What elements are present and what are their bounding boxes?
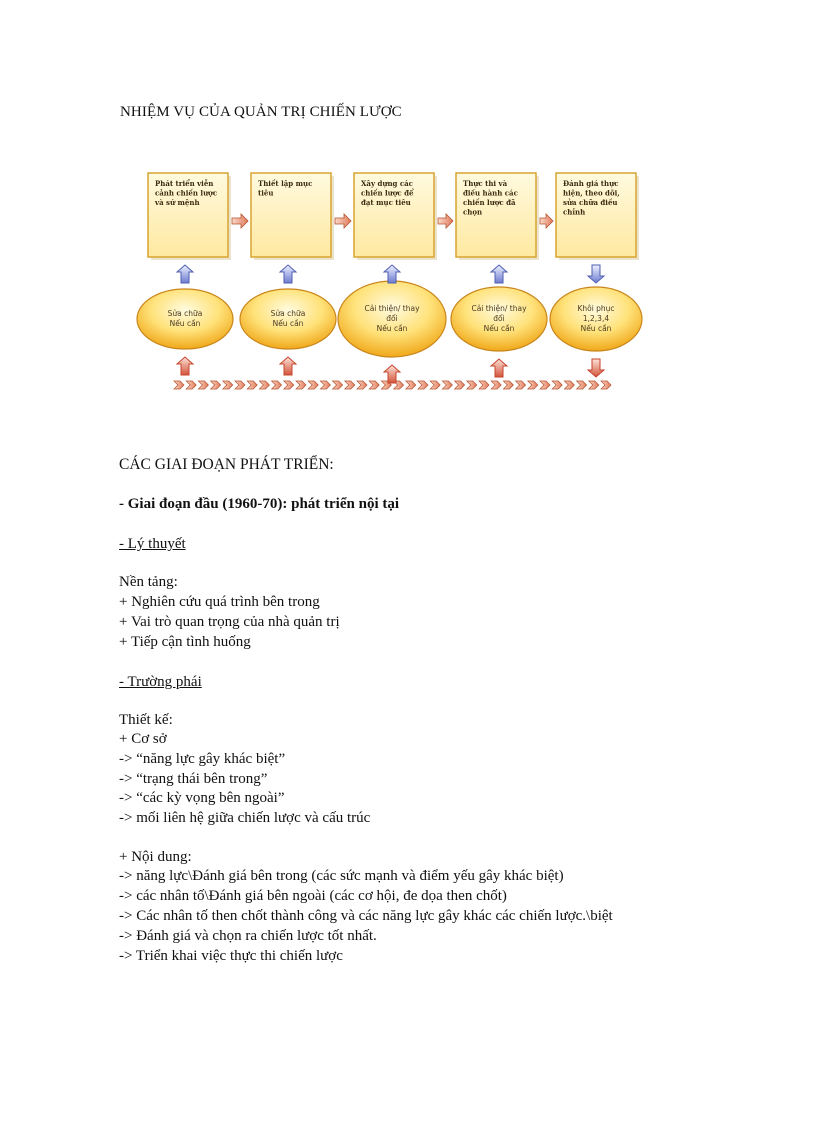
design-label: Thiết kế: xyxy=(119,712,173,728)
chevron-icon xyxy=(577,381,587,389)
diagram-oval-text: Khôi phục xyxy=(577,304,615,313)
design-item: -> “trạng thái bên trong” xyxy=(119,771,268,787)
up-arrow-icon xyxy=(280,357,296,375)
diagram-box-text: chiến lược để xyxy=(361,188,414,198)
design-item: -> “năng lực gây khác biệt” xyxy=(119,751,286,767)
chevron-icon xyxy=(467,381,477,389)
content-item: -> các nhân tố\Đánh giá bên ngoài (các cơ hội, đe dọa then chốt) xyxy=(119,888,507,904)
up-arrow-icon xyxy=(491,265,507,283)
chevron-icon xyxy=(369,381,379,389)
up-arrow-icon xyxy=(177,357,193,375)
up-arrow-icon xyxy=(491,359,507,377)
chevron-icon xyxy=(284,381,294,389)
chevron-icon xyxy=(406,381,416,389)
chevron-icon xyxy=(272,381,282,389)
diagram-box-text: Thực thi và xyxy=(463,179,508,188)
diagram-oval xyxy=(137,289,233,349)
diagram-box xyxy=(251,173,334,260)
chevron-icon xyxy=(296,381,306,389)
chevron-icon xyxy=(430,381,440,389)
diagram-box xyxy=(556,173,639,260)
diagram-box-text: Đánh giá thực xyxy=(563,179,619,188)
diagram-svg xyxy=(118,143,671,435)
diagram-oval xyxy=(550,287,642,351)
foundation-item: + Nghiên cứu quá trình bên trong xyxy=(119,594,320,610)
diagram-box-text: Phát triển viễn xyxy=(155,179,214,188)
chevron-icon xyxy=(455,381,465,389)
diagram-box xyxy=(456,173,539,260)
diagram-oval-text: Nếu cần xyxy=(272,319,304,328)
right-arrow-icon xyxy=(540,214,553,228)
chevron-icon xyxy=(540,381,550,389)
diagram-oval xyxy=(451,287,547,351)
chevron-icon xyxy=(223,381,233,389)
chevron-icon xyxy=(345,381,355,389)
design-item: + Cơ sở xyxy=(119,731,167,747)
diagram-oval-text: Sửa chữa xyxy=(270,309,306,318)
chevron-icon xyxy=(333,381,343,389)
diagram-box-text: Thiết lập mục xyxy=(258,179,313,188)
design-item: -> mối liên hệ giữa chiến lược và cấu trúc xyxy=(119,810,371,826)
page-title: NHIỆM VỤ CỦA QUẢN TRỊ CHIẾN LƯỢC xyxy=(120,104,402,120)
diagram-box-text: điều hành các xyxy=(463,188,518,198)
up-arrow-icon xyxy=(280,265,296,283)
content-item: -> Đánh giá và chọn ra chiến lược tốt nhất. xyxy=(119,928,377,944)
diagram-box xyxy=(354,173,437,260)
diagram-box-text: sửa chữa điều xyxy=(563,198,618,207)
content-label: + Nội dung: xyxy=(119,849,192,865)
diagram-box-text: tiêu xyxy=(258,188,274,198)
right-arrow-icon xyxy=(335,214,351,228)
chevron-icon xyxy=(235,381,245,389)
foundation-item: + Tiếp cận tình huống xyxy=(119,634,251,650)
down-arrow-icon xyxy=(588,265,604,283)
chevron-icon xyxy=(479,381,489,389)
chevron-icon xyxy=(247,381,257,389)
chevron-icon xyxy=(174,381,184,389)
diagram-oval-text: Nếu cần xyxy=(483,324,515,333)
diagram-oval-text: Nếu cần xyxy=(376,324,408,333)
chevron-icon xyxy=(186,381,196,389)
content-item: -> Các nhân tố then chốt thành công và các năng lực gây khác các chiến lược.\biệt xyxy=(119,908,613,924)
diagram-box xyxy=(148,173,231,260)
content-item: -> năng lực\Đánh giá bên trong (các sức mạnh và điểm yếu gây khác biệt) xyxy=(119,868,564,884)
chevron-icon xyxy=(491,381,501,389)
diagram-oval-text: đổi xyxy=(493,314,505,323)
diagram-box-text: Xây dựng các xyxy=(361,179,413,188)
up-arrow-icon xyxy=(384,365,400,383)
diagram-oval-text: Cải thiện/ thay xyxy=(471,304,527,313)
right-arrow-icon xyxy=(232,214,248,228)
right-arrow-icon xyxy=(438,214,453,228)
diagram-box-text: chỉnh xyxy=(563,207,586,217)
chevron-icon xyxy=(308,381,318,389)
chevron-icon xyxy=(564,381,574,389)
chevron-icon xyxy=(528,381,538,389)
chevron-icon xyxy=(516,381,526,389)
diagram-oval-text: Sửa chữa xyxy=(167,309,203,318)
theory-heading: - Lý thuyết xyxy=(119,536,186,552)
up-arrow-icon xyxy=(384,265,400,283)
chevron-icon xyxy=(442,381,452,389)
chevron-icon xyxy=(601,381,611,389)
diagram-box-text: đạt mục tiêu xyxy=(361,198,411,207)
foundation-label: Nền tảng: xyxy=(119,574,178,590)
design-item: -> “các kỳ vọng bên ngoài” xyxy=(119,790,285,806)
chevron-icon xyxy=(418,381,428,389)
section-heading: CÁC GIAI ĐOẠN PHÁT TRIỂN: xyxy=(119,456,334,473)
diagram-oval xyxy=(240,289,336,349)
chevron-icon xyxy=(357,381,367,389)
diagram-oval-text: 1,2,3,4 xyxy=(582,314,610,323)
strategic-management-diagram xyxy=(118,143,671,435)
chevron-icon xyxy=(503,381,513,389)
up-arrow-icon xyxy=(177,265,193,283)
diagram-oval-text: Nếu cần xyxy=(169,319,201,328)
foundation-item: + Vai trò quan trọng của nhà quản trị xyxy=(119,614,340,630)
chevron-icon xyxy=(211,381,221,389)
diagram-oval-text: đổi xyxy=(386,314,398,323)
diagram-oval-text: Nếu cần xyxy=(580,324,612,333)
chevron-icon xyxy=(259,381,269,389)
chevron-icon xyxy=(589,381,599,389)
diagram-box-text: chọn xyxy=(463,207,483,217)
chevron-icon xyxy=(552,381,562,389)
phase-heading: - Giai đoạn đầu (1960-70): phát triển nội tại xyxy=(119,496,400,512)
diagram-oval-text: Cải thiện/ thay xyxy=(364,304,420,313)
diagram-box-text: chiến lược đã xyxy=(463,198,516,207)
school-heading: - Trường phái xyxy=(119,674,202,690)
chevron-icon xyxy=(320,381,330,389)
diagram-box-text: cảnh chiến lược xyxy=(155,188,218,198)
content-item: -> Triển khai việc thực thi chiến lược xyxy=(119,948,343,964)
diagram-oval xyxy=(338,281,446,357)
diagram-box-text: hiện, theo dõi, xyxy=(563,188,620,198)
down-arrow-icon xyxy=(588,359,604,377)
diagram-box-text: và sứ mệnh xyxy=(155,198,200,207)
chevron-icon xyxy=(198,381,208,389)
